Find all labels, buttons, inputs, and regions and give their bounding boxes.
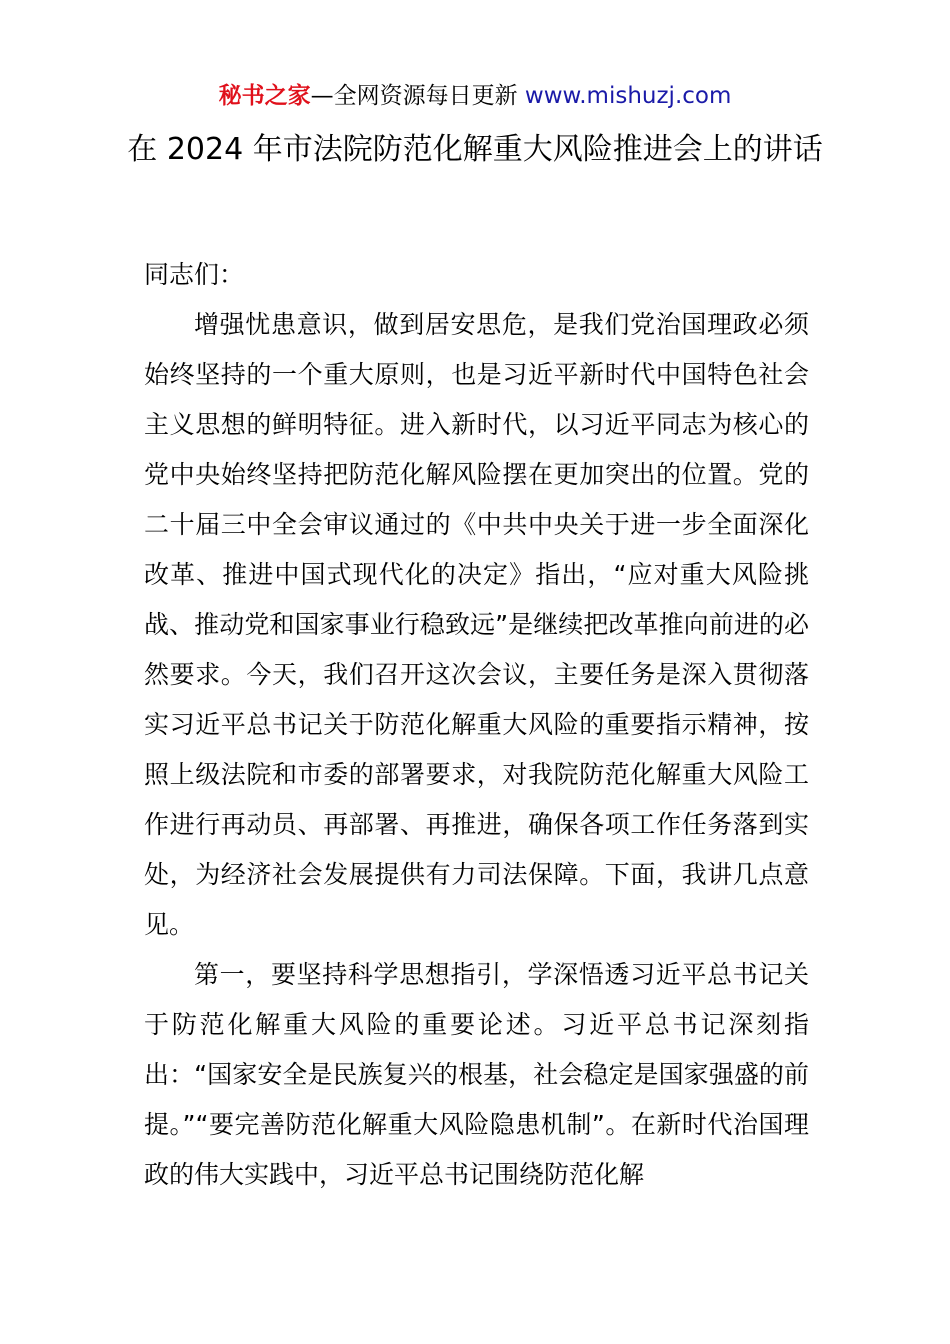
document-title: 在 2024 年市法院防范化解重大风险推进会上的讲话 [127, 132, 823, 167]
brand-name: 秘书之家 [218, 83, 311, 109]
salutation: 同志们： [144, 260, 245, 289]
document-body [144, 250, 809, 1200]
paragraph-first-point: 第一，要坚持科学思想指引，学深悟透习近平总书记关于防范化解重大风险的重要论述。习近平总书记深刻指出：“国家安全是民族复兴的根基，社会稳定是国家强盛的前提。”“要完善防范化解重大风险隐患机制”。在新时代治国理政的伟大实践中，习近平总书记围绕防范化解 [144, 960, 809, 1189]
header-tagline: —全网资源每日更新 [310, 83, 518, 109]
site-url-link[interactable]: www.mishuzj.com [524, 83, 732, 109]
paragraph-intro: 增强忧患意识，做到居安思危，是我们党治国理政必须始终坚持的一个重大原则，也是习近平新时代中国特色社会主义思想的鲜明特征。进入新时代，以习近平同志为核心的党中央始终坚持把防范化解风险摆在更加突出的位置。党的二十届三中全会审议通过的《中共中央关于进一步全面深化改革、推进中国式现代化的决定》指出，“应对重大风险挑战、推动党和国家事业行稳致远”是继续把改革推向前进的必然要求。今天，我们召开这次会议，主要任务是深入贯彻落实习近平总书记关于防范化解重大风险的重要指示精神，按照上级法院和市委的部署要求，对我院防范化解重大风险工作进行再动员、再部署、再推进，确保各项工作任务落到实处，为经济社会发展提供有力司法保障。下面，我讲几点意见。 [144, 310, 809, 939]
site-header [0, 80, 950, 112]
